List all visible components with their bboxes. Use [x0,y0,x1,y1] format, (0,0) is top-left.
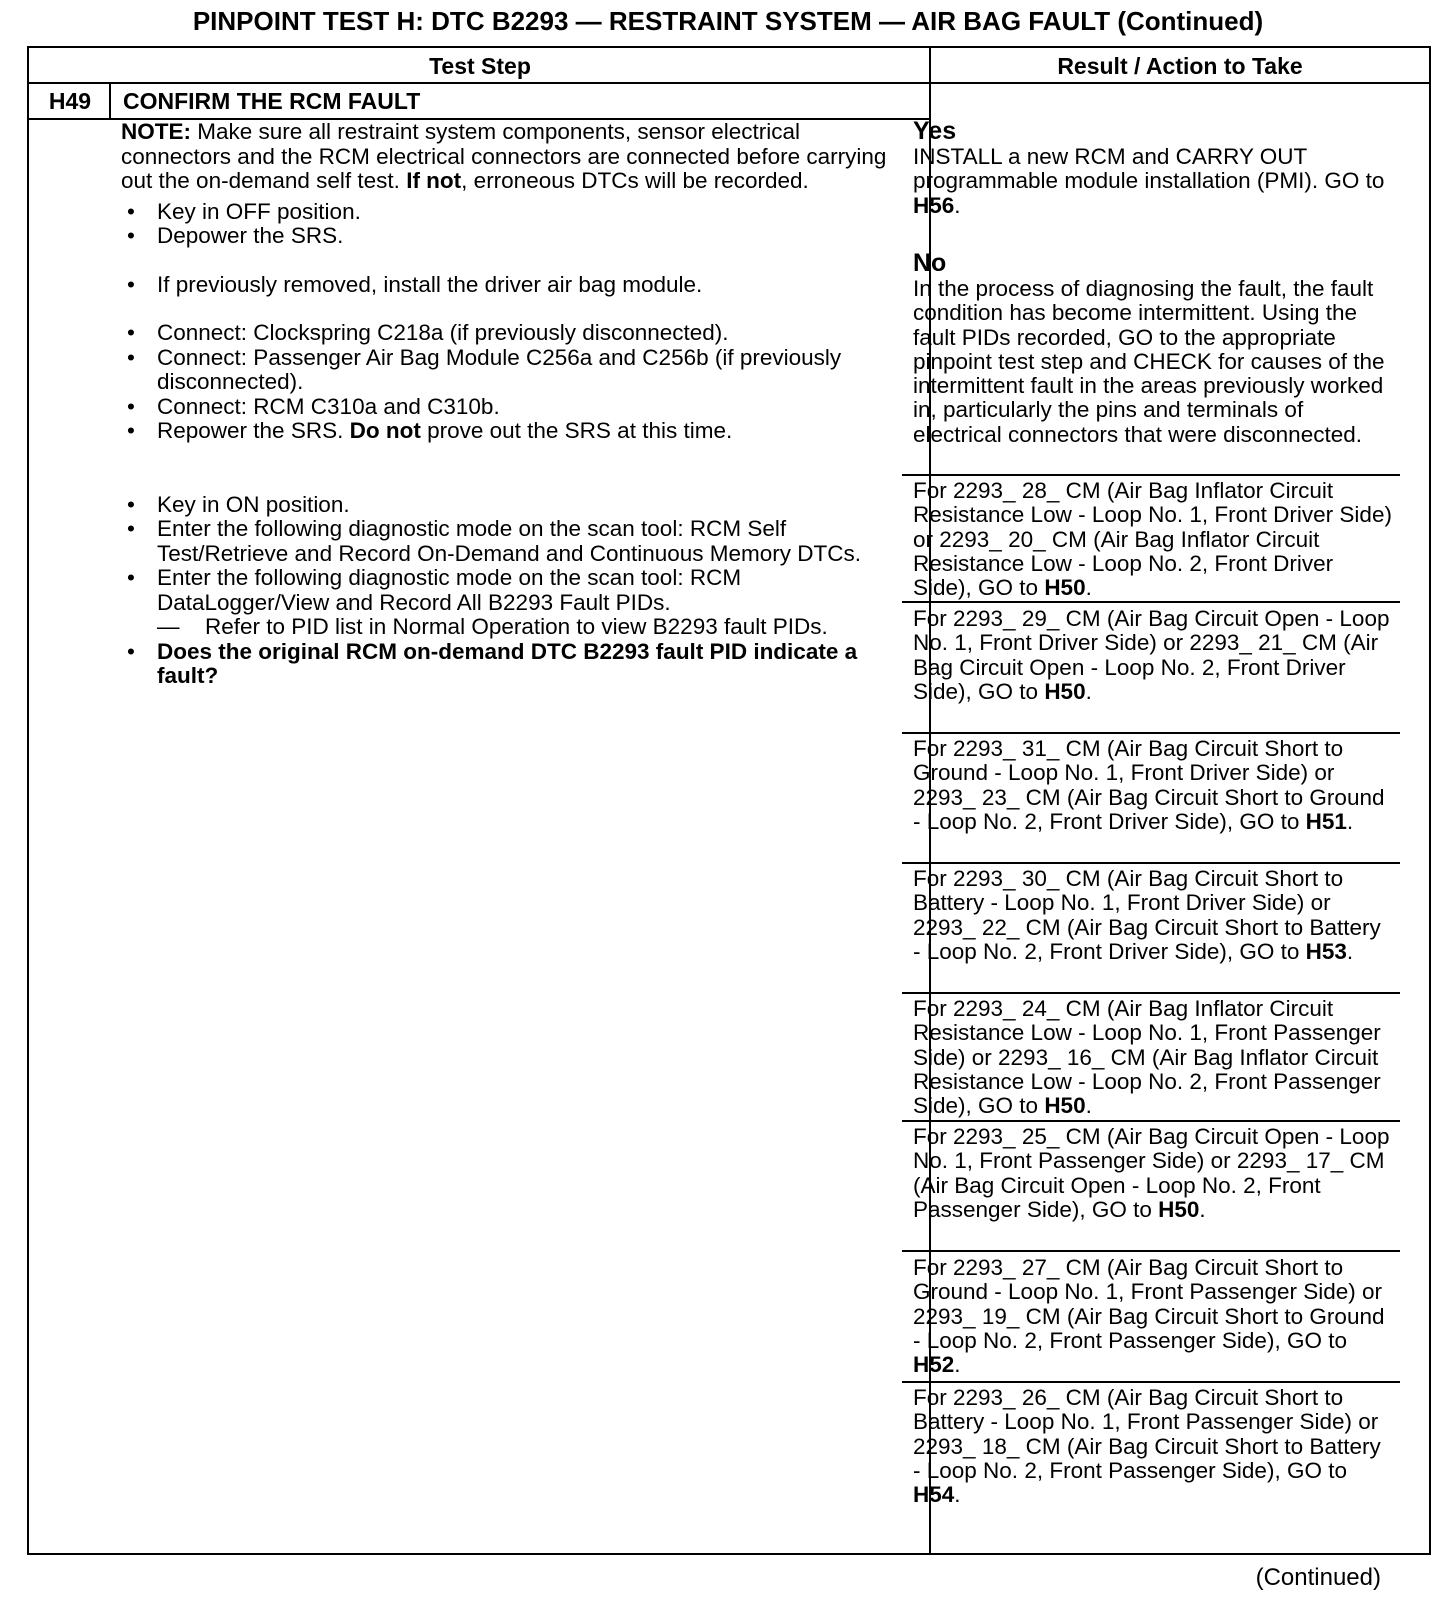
header-test-step: Test Step [29,48,931,84]
continued-label: (Continued) [1255,1564,1381,1591]
yes-heading: Yes [913,117,957,145]
result-goto: H50 [1044,1093,1086,1119]
result-goto: H54 [913,1482,955,1508]
list-item [121,419,911,444]
result-goto: H51 [1305,808,1347,834]
row-separator [902,601,1400,603]
note-text-1: Make sure all restraint system components, sensor electrical connectors and the RCM electrical connectors are connected before carrying out the on-demand self test. [121,119,887,193]
result-text: For 2293_ 24_ CM (Air Bag Inflator Circuit Resistance Low - Loop No. 1, Front Passenger Side) or 2293_ 16_ CM (Air Bag Inflator Circuit Resistance Low - Loop No. 2, Front Passenger Side), GO to [913,996,1381,1119]
note-bold: If not [406,168,462,193]
list-item: • Depower the SRS. [121,224,911,249]
list-item: • Connect: Passenger Air Bag Module C256a and C256b (if previously disconnected). [121,346,911,395]
result-goto: H50 [1044,575,1086,601]
result-row: For 2293_ 25_ CM (Air Bag Circuit Open - Loop No. 1, Front Passenger Side) or 2293_ 17_ CM (Air Bag Circuit Open - Loop No. 2, Front Passenger Side), GO to H50. [913,1124,1390,1222]
result-text: For 2293_ 25_ CM (Air Bag Circuit Open - Loop No. 1, Front Passenger Side) or 2293_ 17_ CM (Air Bag Circuit Open - Loop No. 2, Front Passenger Side), GO to [913,1124,1390,1222]
result-row: For 2293_ 29_ CM (Air Bag Circuit Open - Loop No. 1, Front Driver Side) or 2293_ 21_ CM (Air Bag Circuit Open - Loop No. 2, Front Driver Side), GO to H50. [913,606,1390,704]
row-separator [902,992,1400,994]
row-separator [902,732,1400,734]
result-goto: H52 [913,1352,955,1378]
yes-goto: H56 [913,192,955,218]
row-separator [902,1381,1400,1383]
result-goto: H50 [1044,678,1086,704]
result-text: For 2293_ 27_ CM (Air Bag Circuit Short to Ground - Loop No. 1, Front Passenger Side) or 2293_ 19_ CM (Air Bag Circuit Short to Ground - Loop No. 2, Front Passenger Side), GO to [913,1255,1385,1353]
no-action: In the process of diagnosing the fault, the fault condition has become intermittent. Using the fault PIDs recorded, GO to the appropriate pinpoint test step and CHECK for causes of the intermittent fault in the areas previously worked in, particularly the pins and terminals of electrical connectors that were disconnected. [913,276,1385,447]
result-row: For 2293_ 28_ CM (Air Bag Inflator Circuit Resistance Low - Loop No. 1, Front Driver Side) or 2293_ 20_ CM (Air Bag Inflator Circuit Resistance Low - Loop No. 2, Front Driver Side), GO to H50. [913,478,1392,601]
result-no [913,250,1393,447]
note-label: NOTE: [121,119,191,144]
list-item: • If previously removed, install the driver air bag module. [121,273,911,298]
result-goto: H50 [1158,1196,1200,1222]
result-row: For 2293_ 31_ CM (Air Bag Circuit Short to Ground - Loop No. 1, Front Driver Side) or 2293_ 23_ CM (Air Bag Circuit Short to Ground - Loop No. 2, Front Driver Side), GO to H51. [913,736,1385,834]
no-heading: No [913,249,947,277]
b7-text-a: Repower the SRS. [157,418,350,443]
b7-bold: Do not [349,418,421,443]
b7-text-b: prove out the SRS at this time. [420,418,733,443]
header-result-action: Result / Action to Take [931,48,1429,84]
row-separator [902,1120,1400,1122]
list-item: • Key in OFF position. [121,200,911,225]
result-text: For 2293_ 29_ CM (Air Bag Circuit Open - Loop No. 1, Front Driver Side) or 2293_ 21_ CM (Air Bag Circuit Open - Loop No. 2, Front Driver Side), GO to [913,606,1390,704]
list-item: • Connect: RCM C310a and C310b. [121,395,911,420]
sub-list-item: — Refer to PID list in Normal Operation to view B2293 fault PIDs. [121,615,911,640]
page-title: PINPOINT TEST H: DTC B2293 — RESTRAINT SYSTEM — AIR BAG FAULT (Continued) [192,6,1264,36]
list-item: • Enter the following diagnostic mode on the scan tool: RCM Self Test/Retrieve and Record On-Demand and Continuous Memory DTCs. [121,517,911,566]
row-separator [902,862,1400,864]
yes-action: INSTALL a new RCM and CARRY OUT programmable module installation (PMI). GO to H56. [913,144,1385,218]
result-text: For 2293_ 28_ CM (Air Bag Inflator Circuit Resistance Low - Loop No. 1, Front Driver Side) or 2293_ 20_ CM (Air Bag Inflator Circuit Resistance Low - Loop No. 2, Front Driver Side), GO to [913,478,1392,601]
result-text: For 2293_ 30_ CM (Air Bag Circuit Short to Battery - Loop No. 1, Front Driver Side) or 2293_ 22_ CM (Air Bag Circuit Short to Battery - Loop No. 2, Front Driver Side), GO to [913,866,1381,964]
result-text: For 2293_ 31_ CM (Air Bag Circuit Short to Ground - Loop No. 1, Front Driver Side) or 2293_ 23_ CM (Air Bag Circuit Short to Ground - Loop No. 2, Front Driver Side), GO to [913,736,1385,834]
step-id: H49 [48,88,92,114]
question [121,640,911,689]
question-text: Does the original RCM on-demand DTC B2293 fault PID indicate a fault? [157,638,858,688]
result-row: For 2293_ 27_ CM (Air Bag Circuit Short to Ground - Loop No. 1, Front Passenger Side) or 2293_ 19_ CM (Air Bag Circuit Short to Ground - Loop No. 2, Front Passenger Side), GO to H52. [913,1255,1385,1378]
result-goto: H53 [1305,938,1347,964]
list-item: • Connect: Clockspring C218a (if previously disconnected). [121,321,911,346]
result-row: For 2293_ 24_ CM (Air Bag Inflator Circuit Resistance Low - Loop No. 1, Front Passenger Side) or 2293_ 16_ CM (Air Bag Inflator Circuit Resistance Low - Loop No. 2, Front Passenger Side), GO to H50. [913,996,1381,1119]
yes-text: INSTALL a new RCM and CARRY OUT programmable module installation (PMI). GO to [913,144,1385,194]
result-row: For 2293_ 26_ CM (Air Bag Circuit Short to Battery - Loop No. 1, Front Passenger Side) or 2293_ 18_ CM (Air Bag Circuit Short to Battery - Loop No. 2, Front Passenger Side), GO to H54. [913,1385,1381,1508]
row-separator [902,1250,1400,1252]
step-instructions [121,120,911,689]
list-item: • Key in ON position. [121,493,911,518]
step-title: CONFIRM THE RCM FAULT [123,88,421,114]
list-item: • Enter the following diagnostic mode on the scan tool: RCM DataLogger/View and Record All B2293 Fault PIDs. [121,566,911,615]
note [121,120,911,194]
note-text-2: , erroneous DTCs will be recorded. [461,168,809,193]
result-text: For 2293_ 26_ CM (Air Bag Circuit Short to Battery - Loop No. 1, Front Passenger Side) or 2293_ 18_ CM (Air Bag Circuit Short to Battery - Loop No. 2, Front Passenger Side), GO to [913,1385,1381,1483]
result-yes [913,118,1393,218]
row-separator [902,474,1400,476]
result-row: For 2293_ 30_ CM (Air Bag Circuit Short to Battery - Loop No. 1, Front Driver Side) or 2293_ 22_ CM (Air Bag Circuit Short to Battery - Loop No. 2, Front Driver Side), GO to H53. [913,866,1381,964]
